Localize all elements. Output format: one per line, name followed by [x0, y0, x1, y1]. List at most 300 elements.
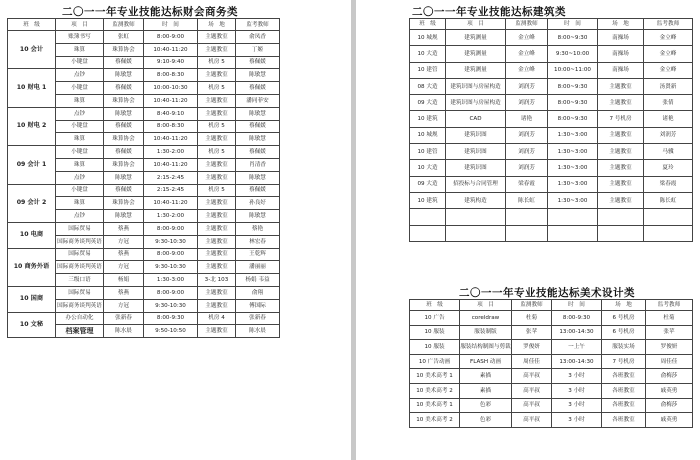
table-cell: [644, 225, 693, 241]
table-cell: 林宏春: [236, 235, 280, 248]
table-cell: 夏玲: [644, 160, 693, 176]
table-cell: 10:40-11:20: [144, 43, 198, 56]
table-cell: 珠算协会: [104, 133, 144, 146]
table-cell: 7 号机房: [602, 354, 646, 369]
table-cell: 主题教室: [198, 248, 236, 261]
class-cell: 10 商务外语: [8, 248, 56, 286]
table-cell: 点钞: [56, 107, 104, 120]
table-cell: 周佳佳: [512, 354, 552, 369]
table-cell: 刘润芳: [644, 127, 693, 143]
table-cell: 潘丽丽: [236, 261, 280, 274]
table-cell: 10 建筑: [410, 111, 446, 127]
table-row: [410, 192, 693, 208]
table-cell: 罗俊妍: [512, 340, 552, 355]
table-cell: 梁春霞: [644, 176, 693, 192]
table-cell: 金立峰: [644, 46, 693, 62]
table-cell: 陈长虹: [644, 192, 693, 208]
table-cell: 蔡佩媛: [104, 146, 144, 159]
table-cell: 刘润芳: [506, 95, 548, 111]
table-row: [410, 383, 693, 398]
table-cell: 建筑识图: [446, 144, 506, 160]
table-cell: 主题教室: [598, 127, 644, 143]
header-cell: 班 级: [410, 19, 446, 30]
table-cell: 机房 5: [198, 146, 236, 159]
table-cell: 张新春: [104, 312, 144, 325]
table-cell: 刘润芳: [506, 160, 548, 176]
table-cell: 珠算协会: [104, 94, 144, 107]
table-cell: 蔡燕: [104, 248, 144, 261]
table-cell: 蔡佩媛: [104, 120, 144, 133]
table-header-row: [410, 300, 693, 311]
table-row: [8, 222, 280, 235]
table-cell: 8:00~9:30: [548, 78, 598, 94]
table-row: [410, 127, 693, 143]
table-cell: 1:30-3:00: [144, 274, 198, 287]
table-cell: 主题教室: [598, 176, 644, 192]
table-cell: 8:00-9:00: [144, 286, 198, 299]
table-cell: 刘润芳: [506, 127, 548, 143]
table-cell: 珠算协会: [104, 158, 144, 171]
table-cell: 建筑测量: [446, 30, 506, 46]
table-cell: 张苹: [512, 325, 552, 340]
table-cell: 机房 4: [198, 312, 236, 325]
table-cell: 高平叔: [512, 369, 552, 384]
class-cell: 10 会计: [8, 31, 56, 69]
table-cell: 建筑构造: [446, 192, 506, 208]
table-cell: 1:30~3:00: [548, 176, 598, 192]
table-cell: [548, 225, 598, 241]
table-cell: 南操场: [598, 62, 644, 78]
table-cell: 主题教室: [198, 31, 236, 44]
table-cell: 主题教室: [598, 144, 644, 160]
table-cell: 3 小时: [552, 413, 602, 428]
table-cell: 10 美术高考 1: [410, 369, 460, 384]
table-cell: [548, 209, 598, 225]
table-cell: 主题教室: [198, 261, 236, 274]
table-cell: 10 大造: [410, 46, 446, 62]
table-cell: 09 大造: [410, 95, 446, 111]
table-cell: 国际商务谈判英语: [56, 299, 104, 312]
table-cell: 10 建管: [410, 144, 446, 160]
table-cell: 10 美术高考 2: [410, 413, 460, 428]
table-cell: 杨娟 韦益: [236, 274, 280, 287]
table-cell: 2:15-2:45: [144, 184, 198, 197]
table-cell: 1:30~3:00: [548, 144, 598, 160]
table-cell: 主题教室: [198, 235, 236, 248]
table-cell: 珠算: [56, 43, 104, 56]
table-row: [410, 325, 693, 340]
table-cell: [598, 209, 644, 225]
table-cell: 诸艳: [506, 111, 548, 127]
table-cell: 各班教室: [602, 413, 646, 428]
header-cell: 监测教师: [506, 19, 548, 30]
table-row: [8, 286, 280, 299]
header-cell: 项 目: [56, 19, 104, 31]
table-cell: 8:00~9:30: [548, 30, 598, 46]
table-cell: 主题教室: [598, 160, 644, 176]
table-cell: 8:00~9:30: [548, 111, 598, 127]
table-cell: 10:00~11:00: [548, 62, 598, 78]
table-cell: 蔡佩媛: [236, 82, 280, 95]
header-cell: 监测教师: [104, 19, 144, 31]
header-cell: 项 目: [460, 300, 512, 311]
table-cell: 13:00-14:30: [552, 354, 602, 369]
table-cell: 蔡佩媛: [236, 56, 280, 69]
table-cell: 主题教室: [198, 325, 236, 338]
table-cell: 陈敏慧: [104, 171, 144, 184]
table-cell: 珠算: [56, 133, 104, 146]
table-cell: [598, 225, 644, 241]
table-cell: 8:00-9:30: [144, 312, 198, 325]
header-cell: 监考教师: [644, 19, 693, 30]
table-cell: 1:30~3:00: [548, 192, 598, 208]
header-cell: 项 目: [446, 19, 506, 30]
table-cell: 张新春: [236, 312, 280, 325]
table-cell: FLASH 动画: [460, 354, 512, 369]
table-cell: 10 广告动画: [410, 354, 460, 369]
table-cell: 主题教室: [198, 210, 236, 223]
architecture-title: 二〇一一年专业技能达标建筑类: [412, 6, 566, 18]
table-cell: 陈长虹: [506, 192, 548, 208]
header-cell: 时 间: [552, 300, 602, 311]
table-cell: 10 建管: [410, 62, 446, 78]
table-cell: 2:15-2:45: [144, 171, 198, 184]
table-cell: 蔡佩媛: [104, 184, 144, 197]
table-cell: 小键盘: [56, 184, 104, 197]
table-cell: 主题教室: [198, 171, 236, 184]
table-cell: 主题教室: [198, 107, 236, 120]
table-row: [8, 146, 280, 159]
table-cell: 王乾辉: [236, 248, 280, 261]
class-cell: 10 文秘: [8, 312, 56, 338]
table-row: [410, 369, 693, 384]
table-row: [410, 62, 693, 78]
table-cell: 俞梅莎: [646, 369, 693, 384]
table-cell: 陈敏慧: [236, 107, 280, 120]
class-cell: 09 会计 2: [8, 184, 56, 222]
table-cell: 10 美术高考 1: [410, 398, 460, 413]
table-cell: 8:40-9:10: [144, 107, 198, 120]
table-row: [8, 312, 280, 325]
table-cell: 张倩: [644, 95, 693, 111]
table-cell: 主题教室: [198, 286, 236, 299]
table-cell: 3-北 103: [198, 274, 236, 287]
table-cell: 陈敏慧: [236, 133, 280, 146]
table-cell: 南操场: [598, 46, 644, 62]
table-cell: 刘润芳: [506, 78, 548, 94]
table-cell: 小键盘: [56, 120, 104, 133]
table-cell: 色彩: [460, 398, 512, 413]
table-row: [410, 78, 693, 94]
table-cell: 陈敏慧: [104, 69, 144, 82]
table-row: [8, 69, 280, 82]
table-row: [410, 398, 693, 413]
table-cell: [446, 209, 506, 225]
table-cell: 8:00~9:30: [548, 95, 598, 111]
table-cell: 俞翔: [236, 286, 280, 299]
table-cell: 10:00-10:30: [144, 82, 198, 95]
table-cell: 傅国际: [236, 299, 280, 312]
table-cell: 各班教室: [602, 383, 646, 398]
table-cell: 10 城规: [410, 30, 446, 46]
table-cell: 方冠: [104, 299, 144, 312]
table-cell: 10:40-11:20: [144, 158, 198, 171]
table-cell: 8:00-9:00: [144, 222, 198, 235]
table-cell: 马骥: [644, 144, 693, 160]
table-cell: 小键盘: [56, 146, 104, 159]
table-cell: 周佳佳: [646, 354, 693, 369]
art-design-title: 二〇一一年专业技能达标美术设计类: [459, 287, 635, 299]
table-cell: 建筑识图: [446, 127, 506, 143]
table-cell: 主题教室: [198, 69, 236, 82]
table-cell: 主题教室: [598, 95, 644, 111]
table-cell: 素描: [460, 369, 512, 384]
table-cell: 国际贸易: [56, 222, 104, 235]
table-cell: 陈敏慧: [104, 107, 144, 120]
class-cell: 10 国商: [8, 286, 56, 312]
table-cell: 高平叔: [512, 383, 552, 398]
table-cell: 陈水晨: [236, 325, 280, 338]
table-cell: 汤贤新: [644, 78, 693, 94]
table-cell: 诸艳: [644, 111, 693, 127]
table-cell: [644, 209, 693, 225]
table-cell: 主题教室: [198, 133, 236, 146]
table-cell: 素描: [460, 383, 512, 398]
table-cell: 金立峰: [506, 62, 548, 78]
table-row: [410, 311, 693, 326]
table-cell: 3 小时: [552, 398, 602, 413]
table-cell: 蔡佩媛: [236, 184, 280, 197]
table-cell: 办公自动化: [56, 312, 104, 325]
table-cell: 国际商务谈判英语: [56, 261, 104, 274]
table-cell: 戚英勇: [646, 383, 693, 398]
table-row: [410, 111, 693, 127]
table-cell: CAD: [446, 111, 506, 127]
table-row: [410, 160, 693, 176]
table-row: [410, 413, 693, 428]
table-cell: 机房 5: [198, 56, 236, 69]
table-cell: 金立峰: [644, 62, 693, 78]
table-cell: 陈水晨: [104, 325, 144, 338]
table-cell: [506, 209, 548, 225]
finance-business-table: [7, 18, 280, 338]
table-row: [410, 225, 693, 241]
table-cell: 服装制版: [460, 325, 512, 340]
table-row: [8, 248, 280, 261]
table-cell: 9:30-10:30: [144, 299, 198, 312]
table-cell: 俞凤香: [236, 31, 280, 44]
table-cell: 俞梅莎: [646, 398, 693, 413]
table-cell: 三级口语: [56, 274, 104, 287]
table-cell: 10 美术高考 2: [410, 383, 460, 398]
table-row: [410, 354, 693, 369]
table-cell: 主题教室: [198, 43, 236, 56]
header-cell: 监测教师: [512, 300, 552, 311]
table-cell: 招投标与合同管理: [446, 176, 506, 192]
table-cell: 肖清香: [236, 158, 280, 171]
table-header-row: [8, 19, 280, 31]
table-row: [410, 176, 693, 192]
table-cell: 1:30-2:00: [144, 146, 198, 159]
table-cell: 机房 5: [198, 184, 236, 197]
table-cell: 珠算: [56, 158, 104, 171]
table-cell: [410, 209, 446, 225]
table-cell: 各班教室: [602, 369, 646, 384]
table-cell: 张苹: [646, 325, 693, 340]
table-cell: 3 小时: [552, 383, 602, 398]
table-cell: 高平叔: [512, 413, 552, 428]
table-cell: 小键盘: [56, 82, 104, 95]
table-cell: 珠算协会: [104, 197, 144, 210]
table-row: [410, 46, 693, 62]
table-row: [410, 30, 693, 46]
table-cell: 10 城规: [410, 127, 446, 143]
finance-business-title: 二〇一一年专业技能达标财会商务类: [62, 6, 238, 18]
table-cell: 建筑识图与房屋构造: [446, 95, 506, 111]
header-cell: 场 地: [598, 19, 644, 30]
table-cell: 9:30-10:30: [144, 235, 198, 248]
architecture-table: [409, 18, 693, 242]
header-cell: 监考教师: [236, 19, 280, 31]
table-cell: 金立峰: [506, 30, 548, 46]
table-cell: 服装实场: [602, 340, 646, 355]
table-cell: 机房 5: [198, 82, 236, 95]
table-cell: 丁姬: [236, 43, 280, 56]
table-cell: 10 服装: [410, 325, 460, 340]
table-cell: 陈敏慧: [236, 69, 280, 82]
table-cell: 罗俊妍: [646, 340, 693, 355]
table-cell: 机房 5: [198, 120, 236, 133]
table-cell: 13:00-14:30: [552, 325, 602, 340]
table-row: [410, 144, 693, 160]
table-cell: 10 建筑: [410, 192, 446, 208]
table-cell: 7 号机房: [598, 111, 644, 127]
table-cell: 蔡佩媛: [104, 56, 144, 69]
header-cell: 场 地: [198, 19, 236, 31]
table-cell: 张虹: [104, 31, 144, 44]
table-cell: 主题教室: [198, 158, 236, 171]
table-cell: 6 号机房: [602, 311, 646, 326]
table-cell: 小键盘: [56, 56, 104, 69]
table-cell: 1:30-2:00: [144, 210, 198, 223]
table-cell: 蔡佩媛: [104, 82, 144, 95]
header-cell: 时 间: [548, 19, 598, 30]
table-cell: 10 服装: [410, 340, 460, 355]
table-cell: 8:00-9:00: [144, 31, 198, 44]
table-cell: 3 小时: [552, 369, 602, 384]
table-cell: 国际商务谈判英语: [56, 235, 104, 248]
table-cell: 主题教室: [198, 299, 236, 312]
table-cell: 珠算: [56, 94, 104, 107]
table-cell: 建筑测量: [446, 46, 506, 62]
class-cell: 09 会计 1: [8, 146, 56, 184]
table-cell: 金立峰: [644, 30, 693, 46]
table-cell: 珠算: [56, 197, 104, 210]
table-cell: 10:40-11:20: [144, 197, 198, 210]
right-page: [356, 0, 700, 460]
table-cell: 陈敏慧: [236, 210, 280, 223]
table-cell: 孙良好: [236, 197, 280, 210]
table-cell: 戚英勇: [646, 413, 693, 428]
header-cell: 时 间: [144, 19, 198, 31]
class-cell: 10 财电 2: [8, 107, 56, 145]
header-cell: 班 级: [410, 300, 460, 311]
table-cell: 蔡佩媛: [236, 120, 280, 133]
table-cell: 建筑测量: [446, 62, 506, 78]
table-cell: 1:30~3:00: [548, 127, 598, 143]
table-cell: 点钞: [56, 210, 104, 223]
table-cell: 10 广告: [410, 311, 460, 326]
table-cell: 色彩: [460, 413, 512, 428]
table-cell: 珠算协会: [104, 43, 144, 56]
class-cell: 10 财电 1: [8, 69, 56, 107]
table-cell: 建筑识图与房屋构造: [446, 78, 506, 94]
table-cell: 1:30~3:00: [548, 160, 598, 176]
table-cell: 09 大造: [410, 176, 446, 192]
class-cell: 10 电商: [8, 222, 56, 248]
table-cell: 点钞: [56, 171, 104, 184]
table-cell: 建筑识图: [446, 160, 506, 176]
table-cell: 陈敏慧: [104, 210, 144, 223]
table-cell: 主题教室: [198, 222, 236, 235]
table-row: [410, 95, 693, 111]
table-cell: 蔡燕: [104, 286, 144, 299]
table-cell: 档案管理: [56, 325, 104, 338]
table-row: [8, 31, 280, 44]
table-row: [410, 209, 693, 225]
table-cell: 梁春霞: [506, 176, 548, 192]
table-cell: 08 大造: [410, 78, 446, 94]
table-cell: coreldraw: [460, 311, 512, 326]
table-header-row: [410, 19, 693, 30]
table-cell: [446, 225, 506, 241]
table-cell: 8:00-8:30: [144, 69, 198, 82]
table-cell: 陈敏慧: [236, 171, 280, 184]
header-cell: 监考教师: [646, 300, 693, 311]
table-cell: 国际贸易: [56, 286, 104, 299]
table-cell: [410, 225, 446, 241]
table-cell: 主题教室: [598, 192, 644, 208]
table-cell: 杨娟: [104, 274, 144, 287]
table-cell: 方冠: [104, 261, 144, 274]
table-cell: 服装结构制图与剪裁: [460, 340, 512, 355]
table-cell: 8:00-8:30: [144, 120, 198, 133]
table-row: [8, 107, 280, 120]
table-row: [410, 340, 693, 355]
art-design-table: [409, 299, 693, 428]
table-cell: 9:30-10:30: [144, 261, 198, 274]
table-cell: 9:10-9:40: [144, 56, 198, 69]
table-cell: 9:30~10:00: [548, 46, 598, 62]
table-cell: 主题教室: [598, 78, 644, 94]
table-cell: 南操场: [598, 30, 644, 46]
table-cell: 杜菊: [646, 311, 693, 326]
table-cell: 账簿书写: [56, 31, 104, 44]
table-cell: 蔡佩媛: [236, 146, 280, 159]
table-cell: [506, 225, 548, 241]
table-cell: 蔡艳: [236, 222, 280, 235]
table-cell: 主题教室: [198, 94, 236, 107]
table-cell: 刘润芳: [506, 144, 548, 160]
table-cell: 6 号机房: [602, 325, 646, 340]
table-cell: 各班教室: [602, 398, 646, 413]
table-cell: 金立峰: [506, 46, 548, 62]
table-cell: 10:40-11:20: [144, 133, 198, 146]
table-cell: 蔡燕: [104, 222, 144, 235]
table-cell: 8:00-9:00: [144, 248, 198, 261]
header-cell: 班 级: [8, 19, 56, 31]
table-row: [8, 184, 280, 197]
